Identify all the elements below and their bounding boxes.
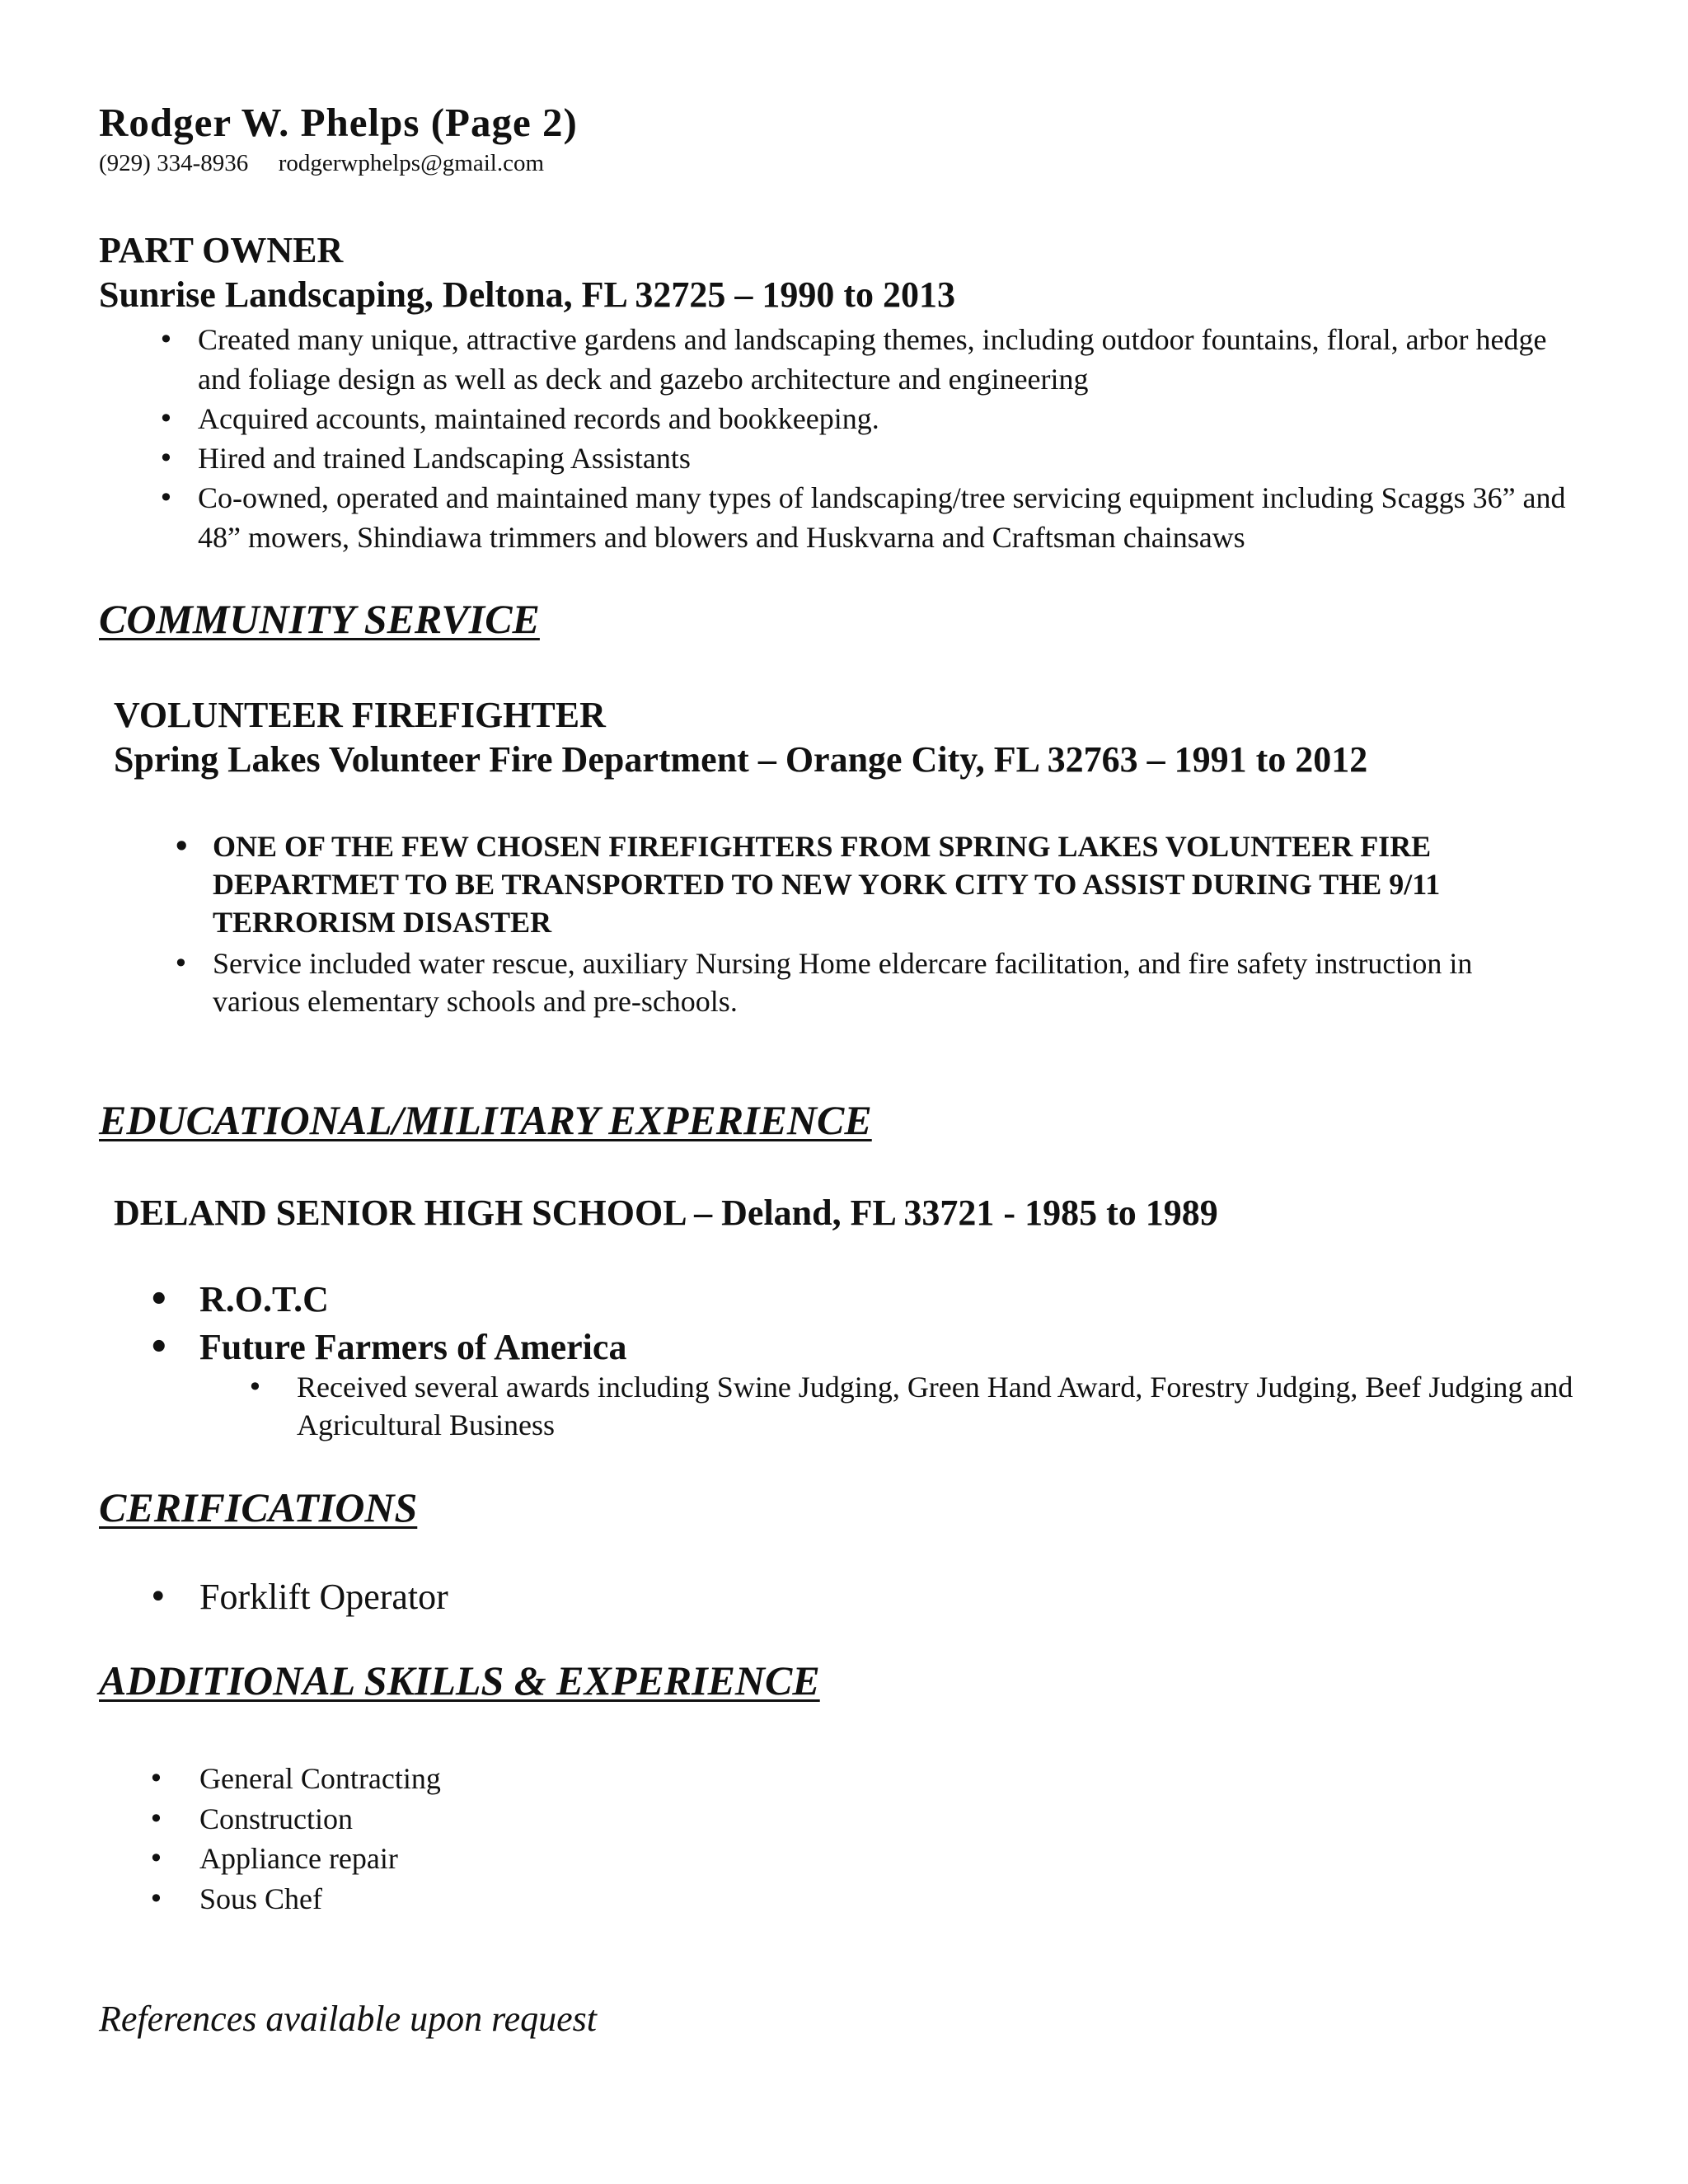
item-text: Construction <box>199 1802 353 1835</box>
volunteer-bullet-list <box>114 827 1548 1020</box>
bullet-icon: • <box>148 1763 164 1794</box>
skill-item <box>148 1839 441 1879</box>
resume-name: Rodger W. Phelps (Page 2) <box>99 100 578 145</box>
job-bullet <box>99 320 1582 399</box>
bullet-text: Hired and trained Landscaping Assistants <box>198 442 691 475</box>
volunteer-org: Spring Lakes Volunteer Fire Department – Orange City, FL 32763 – 1991 to 2012 <box>114 739 1368 780</box>
sub-bullet-text: Received several awards including Swine Judging, Green Hand Award, Forestry Judging, Beef Judging and Agricultural Business <box>297 1371 1573 1441</box>
bullet-text: Acquired accounts, maintained records and bookkeeping. <box>198 402 879 435</box>
job-bullet <box>99 399 1582 438</box>
phone-text: (929) 334-8936 <box>99 150 249 176</box>
bullet-text: Co-owned, operated and maintained many types of landscaping/tree servicing equipment including Scaggs 36” and 48” mowers, Shindiawa trimmers and blowers and Huskvarna and Craftsman chainsaws <box>198 481 1566 554</box>
bullet-icon: • <box>148 1843 164 1874</box>
school-line: DELAND SENIOR HIGH SCHOOL – Deland, FL 33721 - 1985 to 1989 <box>114 1193 1218 1233</box>
references-note: References available upon request <box>99 1999 597 2039</box>
job-bullet-list <box>99 320 1582 557</box>
item-text: Future Farmers of America <box>199 1327 627 1367</box>
item-text: Appliance repair <box>199 1842 398 1875</box>
item-text: Forklift Operator <box>199 1577 448 1617</box>
bullet-icon: • <box>247 1371 263 1403</box>
bullet-text: ONE OF THE FEW CHOSEN FIREFIGHTERS FROM SPRING LAKES VOLUNTEER FIRE DEPARTMET TO BE TRANSPORTED TO NEW YORK CITY TO ASSIST DURING THE 9/11 TERRORISM DISASTER <box>213 830 1441 939</box>
skills-list <box>148 1759 441 1919</box>
job-bullet <box>99 438 1582 478</box>
education-items <box>148 1276 626 1371</box>
section-heading-skills: ADDITIONAL SKILLS & EXPERIENCE <box>99 1657 820 1704</box>
bullet-icon: • <box>148 1802 164 1835</box>
certifications-list <box>148 1574 448 1620</box>
item-text: Sous Chef <box>199 1882 323 1915</box>
contact-line <box>99 150 544 177</box>
skill-item <box>148 1799 441 1840</box>
job-bullet <box>99 478 1582 557</box>
education-sub-bullet <box>247 1368 1615 1444</box>
section-heading-community: COMMUNITY SERVICE <box>99 596 540 642</box>
education-item <box>148 1276 626 1324</box>
email-text: rodgerwphelps@gmail.com <box>278 150 545 176</box>
bullet-text: Service included water rescue, auxiliary Nursing Home eldercare facilitation, and fire safety instruction in various elementary schools and pre-schools. <box>213 947 1473 1018</box>
skill-item <box>148 1879 441 1919</box>
volunteer-title: VOLUNTEER FIREFIGHTER <box>114 695 606 735</box>
item-text: R.O.T.C <box>199 1279 329 1319</box>
volunteer-bullet <box>114 827 1548 941</box>
skill-item <box>148 1759 441 1799</box>
section-heading-certifications: CERIFICATIONS <box>99 1484 418 1530</box>
bullet-icon: • <box>148 1882 164 1915</box>
job-title: PART OWNER <box>99 230 344 270</box>
certification-item <box>148 1574 448 1620</box>
job-company: Sunrise Landscaping, Deltona, FL 32725 – 1990 to 2013 <box>99 274 956 315</box>
bullet-icon: • <box>148 1329 170 1366</box>
section-heading-education: EDUCATIONAL/MILITARY EXPERIENCE <box>99 1097 872 1143</box>
bullet-icon: • <box>148 1578 168 1616</box>
bullet-icon: • <box>148 1281 170 1319</box>
education-item <box>148 1324 626 1371</box>
volunteer-bullet <box>114 944 1548 1020</box>
item-text: General Contracting <box>199 1762 441 1795</box>
bullet-text: Created many unique, attractive gardens and landscaping themes, including outdoor fountains, floral, arbor hedge and foliage design as well as deck and gazebo architecture and engineering <box>198 323 1547 396</box>
